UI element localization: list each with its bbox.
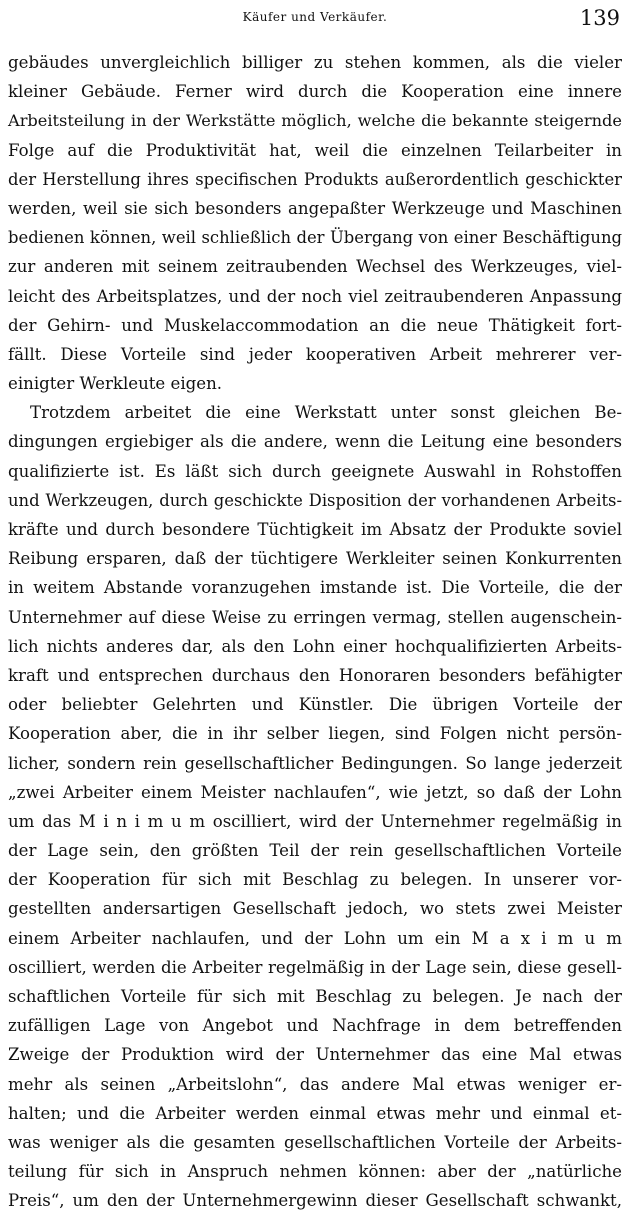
text-line: was weniger als die gesamten gesellschaftlichen Vorteile der Arbeits-: [8, 1132, 622, 1152]
text-line: werden, weil sie sich besonders angepaßter Werkzeuge und Maschinen: [8, 198, 622, 218]
text-line: mehr als seinen „Arbeitslohn“, das andere Mal etwas weniger er-: [8, 1074, 622, 1094]
text-line: um das M i n i m u m oscilliert, wird der Unternehmer regelmäßig in: [8, 811, 622, 831]
text-line: einigter Werkleute eigen.: [8, 374, 223, 394]
text-line: Trotzdem arbeitet die eine Werkstatt unter sonst gleichen Be-: [30, 403, 622, 423]
text-line: Unternehmer auf diese Weise zu erringen vermag, stellen augenschein-: [8, 607, 622, 627]
paragraph: [8, 48, 622, 398]
running-title: Käufer und Verkäufer.: [242, 10, 388, 24]
text-line: der Lage sein, den größten Teil der rein gesellschaftlichen Vorteile: [8, 841, 622, 861]
text-line: zufälligen Lage von Angebot und Nachfrage in dem betreffenden: [8, 1016, 622, 1036]
text-line: halten; und die Arbeiter werden einmal etwas mehr und einmal et-: [8, 1103, 622, 1123]
text-line: oder beliebter Gelehrten und Künstler. Die übrigen Vorteile der: [8, 695, 622, 715]
text-line: kleiner Gebäude. Ferner wird durch die Kooperation eine innere: [8, 82, 622, 102]
text-line: Reibung ersparen, daß der tüchtigere Werkleiter seinen Konkurrenten: [8, 549, 622, 569]
text-line: Folge auf die Produktivität hat, weil die einzelnen Teilarbeiter in: [8, 140, 622, 160]
text-line: gestellten andersartigen Gesellschaft jedoch, wo stets zwei Meister: [8, 899, 622, 919]
body-text: [8, 48, 622, 1216]
text-line: gebäudes unvergleichlich billiger zu stehen kommen, als die vieler: [8, 53, 622, 72]
text-line: kraft und entsprechen durchaus den Honoraren besonders befähigter: [8, 665, 622, 685]
text-line: schaftlichen Vorteile für sich mit Beschlag zu belegen. Je nach der: [8, 987, 622, 1006]
text-line: Zweige der Produktion wird der Unternehmer das eine Mal etwas: [8, 1045, 622, 1065]
running-head: [0, 6, 630, 32]
text-line: der Gehirn- und Muskelaccommodation an die neue Thätigkeit fort-: [8, 315, 622, 335]
text-line: Kooperation aber, die in ihr selber liegen, sind Folgen nicht persön-: [8, 724, 622, 744]
text-line: Preis“, um den der Unternehmergewinn dieser Gesellschaft schwankt,: [8, 1191, 622, 1211]
text-line: leicht des Arbeitsplatzes, und der noch viel zeitraubenderen Anpassung: [8, 286, 622, 306]
text-line: in weitem Abstande voranzugehen imstande ist. Die Vorteile, die der: [8, 578, 622, 598]
page-number: 139: [579, 6, 620, 30]
text-line: der Herstellung ihres specifischen Produkts außerordentlich geschickter: [8, 169, 622, 189]
text-line: qualifizierte ist. Es läßt sich durch geeignete Auswahl in Rohstoffen: [8, 461, 622, 481]
text-line: kräfte und durch besondere Tüchtigkeit im Absatz der Produkte soviel: [8, 520, 622, 539]
text-line: „zwei Arbeiter einem Meister nachlaufen“, wie jetzt, so daß der Lohn: [8, 782, 622, 802]
text-line: Arbeitsteilung in der Werkstätte möglich, welche die bekannte steigernde: [8, 111, 622, 131]
text-line: bedienen können, weil schließlich der Übergang von einer Beschäftigung: [8, 228, 622, 248]
text-line: lich nichts anderes dar, als den Lohn einer hochqualifizierten Arbeits-: [8, 636, 622, 656]
text-line: einem Arbeiter nachlaufen, und der Lohn um ein M a x i m u m: [8, 928, 622, 948]
text-line: und Werkzeugen, durch geschickte Disposition der vorhandenen Arbeits-: [8, 490, 622, 510]
text-line: licher, sondern rein gesellschaftlicher Bedingungen. So lange jederzeit: [8, 753, 622, 773]
text-line: oscilliert, werden die Arbeiter regelmäßig in der Lage sein, diese gesell-: [8, 957, 622, 977]
text-line: dingungen ergiebiger als die andere, wenn die Leitung eine besonders: [8, 432, 622, 452]
text-line: der Kooperation für sich mit Beschlag zu belegen. In unserer vor-: [8, 870, 622, 890]
text-line: zur anderen mit seinem zeitraubenden Wechsel des Werkzeuges, viel-: [8, 257, 622, 277]
text-line: teilung für sich in Anspruch nehmen können: aber der „natürliche: [8, 1162, 622, 1182]
paragraph: [8, 398, 622, 1215]
text-line: fällt. Diese Vorteile sind jeder kooperativen Arbeit mehrerer ver-: [8, 344, 622, 364]
